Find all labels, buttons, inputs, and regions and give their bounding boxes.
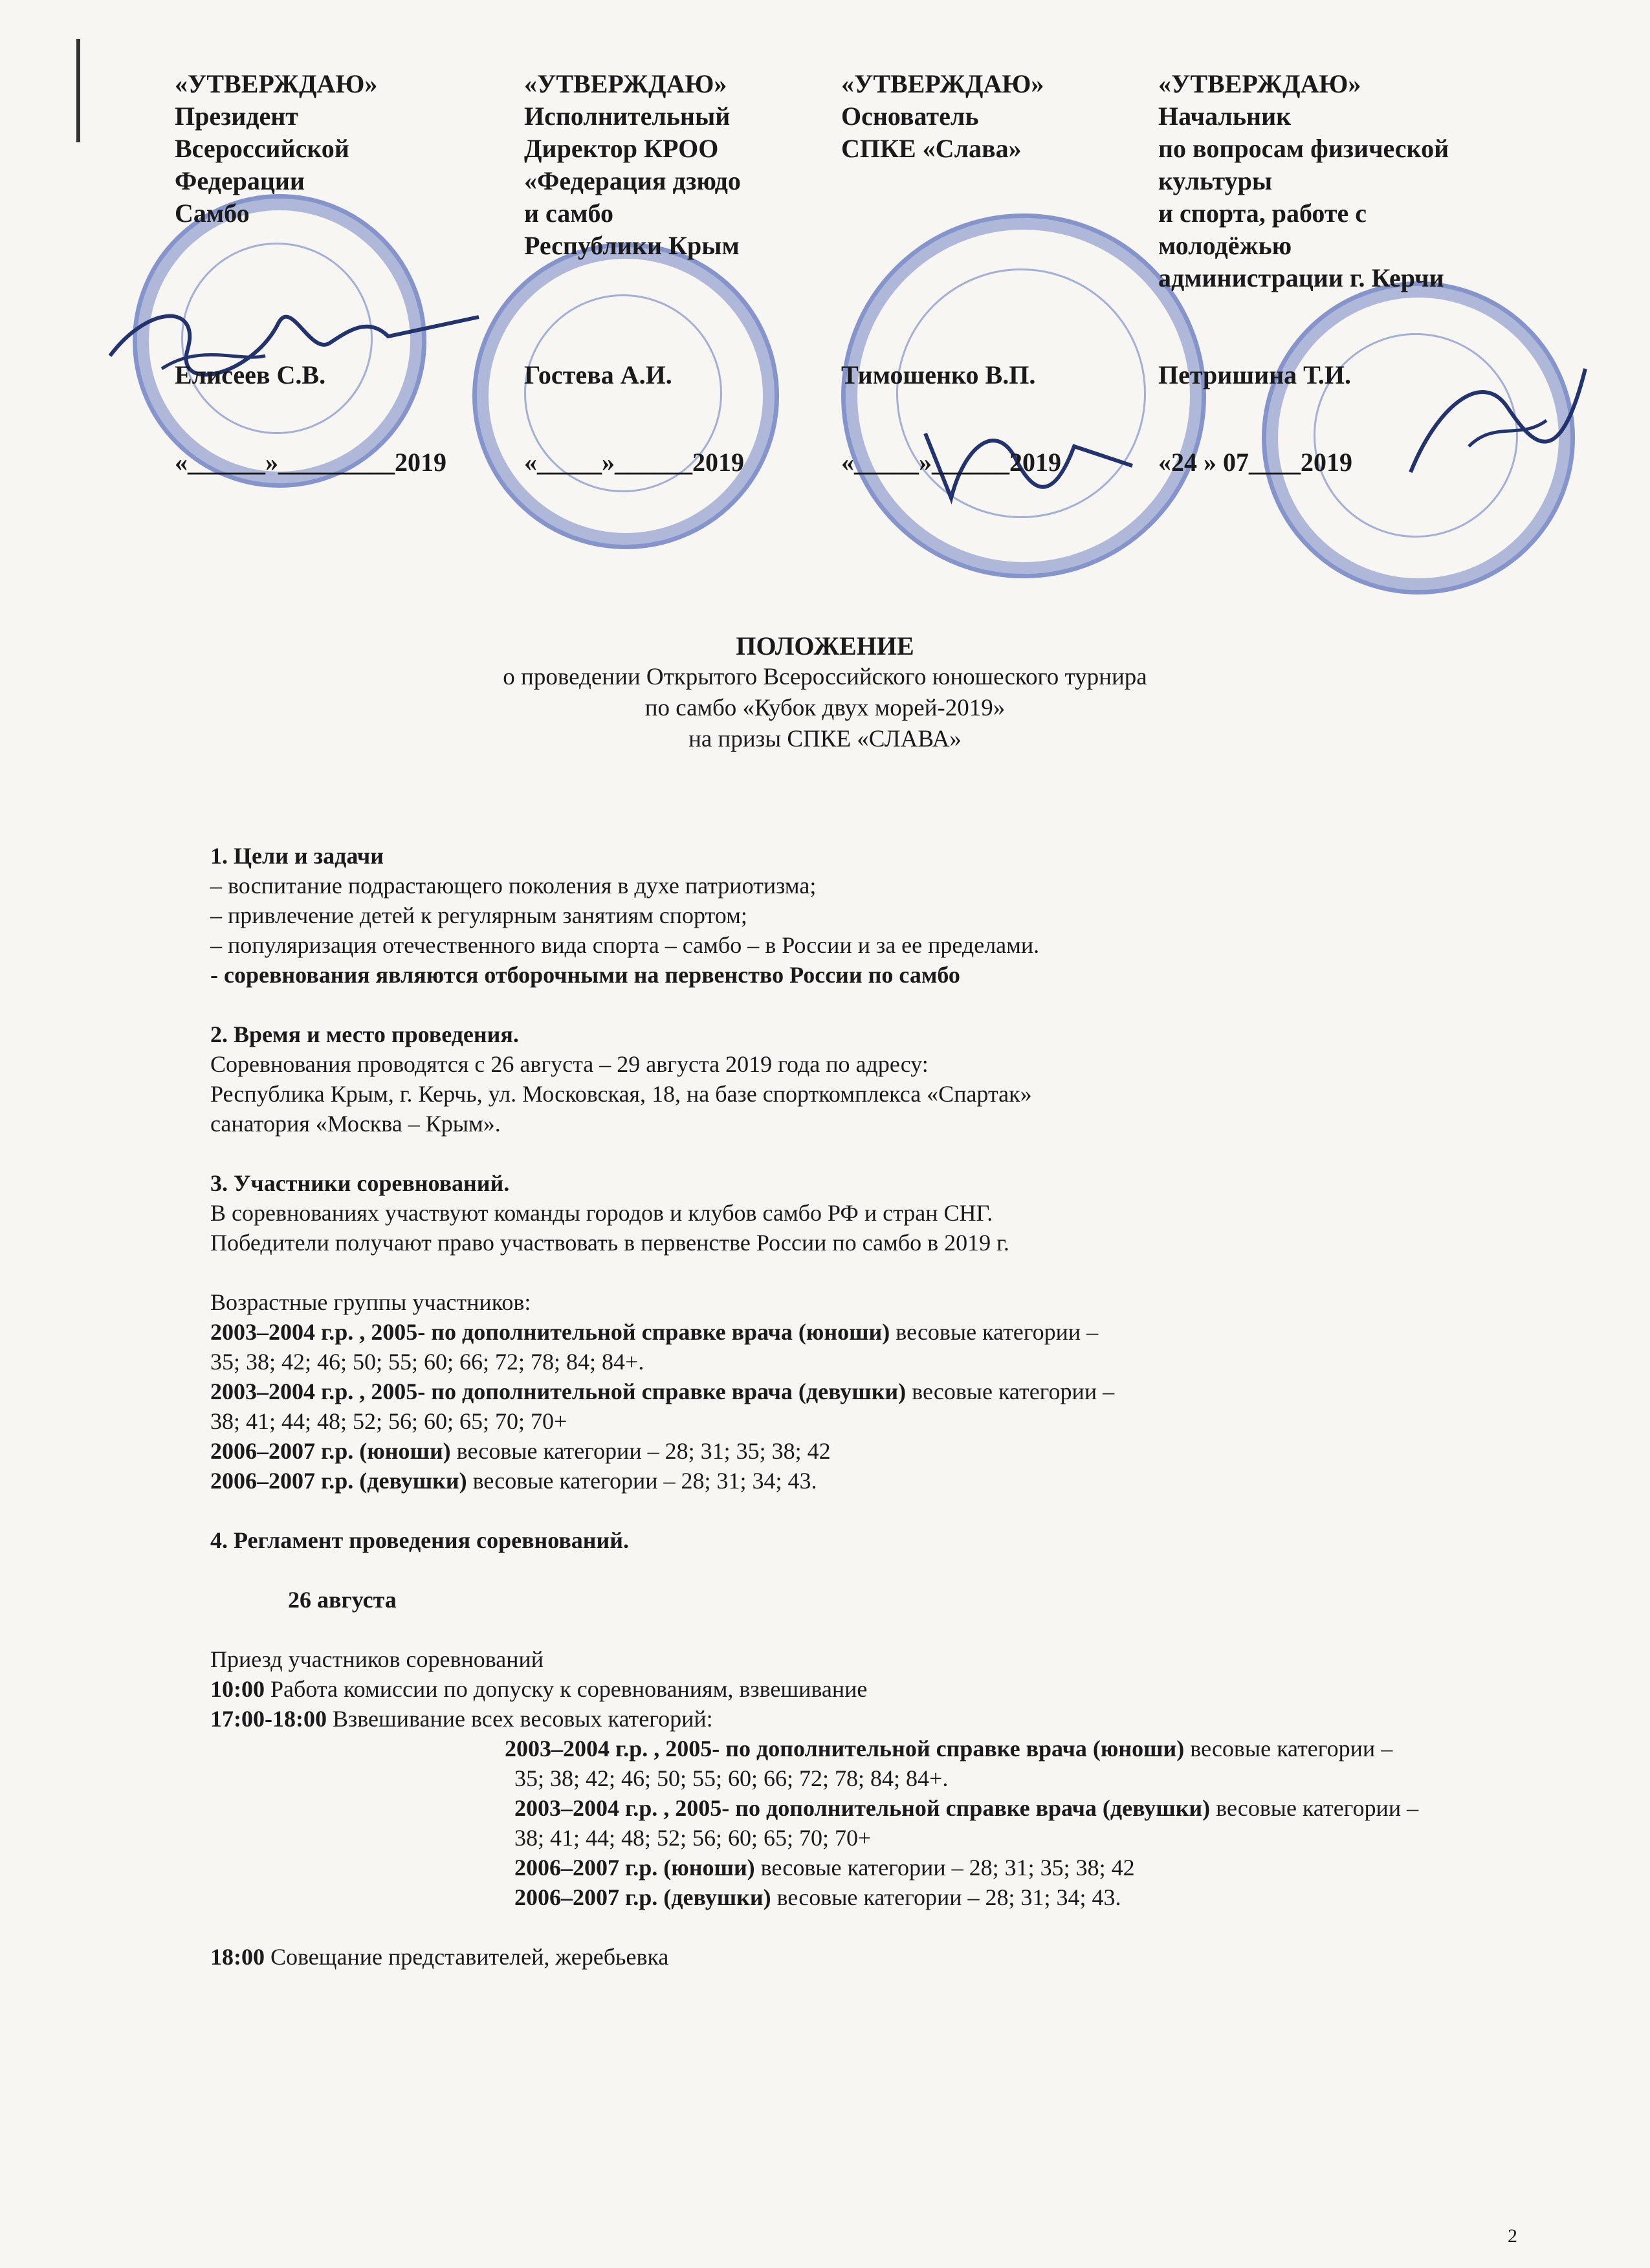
age-group-weights: весовые категории –: [890, 1319, 1099, 1345]
schedule-entry: [210, 1674, 1569, 1704]
document-title: ПОЛОЖЕНИЕ: [736, 631, 914, 660]
age-group-years: 2006–2007 г.р. (юноши): [514, 1855, 755, 1881]
approval-position-line: и самбо: [524, 199, 614, 228]
age-group-years: 2003–2004 г.р. , 2005- по дополнительной справке врача (юноши): [210, 1319, 890, 1345]
section-3-heading: 3. Участники соревнований.: [210, 1170, 510, 1196]
schedule-group: [210, 1793, 1569, 1823]
schedule-entry: [210, 1704, 1569, 1734]
approval-position-line: СПКЕ «Слава»: [841, 134, 1022, 163]
schedule-entry: [210, 1942, 1569, 1972]
approval-date: «_____»______2019: [524, 448, 744, 477]
schedule-group: [210, 1853, 1569, 1882]
approval-date: «______»_________2019: [175, 448, 446, 477]
age-group-weights: весовые категории – 28; 31; 35; 38; 42: [450, 1438, 831, 1464]
approval-position-line: культуры: [1158, 166, 1273, 195]
approval-position-line: «Федерация дзюдо: [524, 166, 741, 195]
approval-position-line: Начальник: [1158, 102, 1292, 131]
age-group-weights: весовые категории –: [1184, 1736, 1393, 1761]
approval-position-line: и спорта, работе с: [1158, 199, 1367, 228]
age-groups-label: Возрастные группы участников:: [210, 1289, 531, 1315]
section-3-line: В соревнованиях участвуют команды городов и клубов самбо РФ и стран СНГ.: [210, 1200, 993, 1226]
approval-position-line: по вопросам физической: [1158, 134, 1449, 163]
document-subtitle-line: по самбо «Кубок двух морей-2019»: [644, 695, 1006, 721]
approval-sport-department-head: [1158, 68, 1449, 477]
age-group: [210, 1436, 1569, 1466]
approval-executive-director: [524, 68, 744, 477]
section-2-heading: 2. Время и место проведения.: [210, 1021, 519, 1047]
document-subtitle-line: на призы СПКЕ «СЛАВА»: [688, 726, 962, 752]
section-4-heading: 4. Регламент проведения соревнований.: [210, 1527, 630, 1553]
schedule-time: 18:00: [210, 1944, 265, 1970]
section-1-item: – воспитание подрастающего поколения в духе патриотизма;: [210, 873, 817, 899]
page-number: 2: [1508, 2225, 1517, 2247]
approval-position-line: Основатель: [841, 102, 979, 131]
age-group-years: 2003–2004 г.р. , 2005- по дополнительной справке врача (девушки): [514, 1795, 1211, 1821]
approval-position-line: Президент: [175, 102, 298, 131]
approval-position-line: Исполнительный: [524, 102, 731, 131]
age-group-years: 2003–2004 г.р. , 2005- по дополнительной справке врача (девушки): [210, 1379, 907, 1404]
age-group: [210, 1317, 1569, 1347]
schedule-group-categories: 38; 41; 44; 48; 52; 56; 60; 65; 70; 70+: [514, 1825, 872, 1851]
age-group: [210, 1377, 1569, 1406]
section-1-heading: 1. Цели и задачи: [210, 843, 384, 869]
schedule-text: Взвешивание всех весовых категорий:: [326, 1706, 713, 1732]
age-group-years: 2006–2007 г.р. (девушки): [514, 1884, 771, 1910]
age-group-categories: 35; 38; 42; 46; 50; 55; 60; 66; 72; 78; 84; 84+.: [210, 1349, 644, 1375]
approval-block: [175, 68, 1566, 482]
section-1-item: – популяризация отечественного вида спорта – самбо – в России и за ее пределами.: [210, 932, 1040, 958]
approval-signatory-name: Гостева А.И.: [524, 360, 672, 389]
age-group-weights: весовые категории –: [1210, 1795, 1419, 1821]
approval-position-line: Самбо: [175, 199, 250, 228]
approval-signatory-name: Петришина Т.И.: [1158, 360, 1351, 389]
age-group-weights: весовые категории – 28; 31; 35; 38; 42: [754, 1855, 1135, 1881]
approval-heading: «УТВЕРЖДАЮ»: [841, 69, 1044, 98]
section-3-line: Победители получают право участвовать в первенстве России по самбо в 2019 г.: [210, 1230, 1009, 1256]
document-body: [210, 841, 1569, 1972]
approval-position-line: администрации г. Керчи: [1158, 263, 1444, 292]
age-group-years: 2003–2004 г.р. , 2005- по дополнительной справке врача (юноши): [505, 1736, 1185, 1761]
approval-date: «_____»______2019: [841, 448, 1061, 477]
schedule-arrival: Приезд участников соревнований: [210, 1646, 544, 1672]
approval-heading: «УТВЕРЖДАЮ»: [1158, 69, 1361, 98]
section-2-line: Соревнования проводятся с 26 августа – 29 августа 2019 года по адресу:: [210, 1051, 929, 1077]
age-group-years: 2006–2007 г.р. (юноши): [210, 1438, 451, 1464]
approval-date: «24 » 07____2019: [1158, 448, 1352, 477]
approval-founder: [841, 68, 1061, 477]
approval-position-line: Республики Крым: [524, 231, 740, 260]
age-group-weights: весовые категории – 28; 31; 34; 43.: [771, 1884, 1121, 1910]
schedule-text: Работа комиссии по допуску к соревнованиям, взвешивание: [265, 1676, 868, 1702]
schedule-time: 17:00-18:00: [210, 1706, 327, 1732]
schedule-time: 10:00: [210, 1676, 265, 1702]
approval-position-line: Федерации: [175, 166, 305, 195]
section-1-bold-item: - соревнования являются отборочными на первенство России по самбо: [210, 962, 960, 988]
schedule-group: [210, 1882, 1569, 1912]
approval-position-line: Всероссийской: [175, 134, 349, 163]
schedule-group: [210, 1734, 1569, 1763]
document-subtitle-line: о проведении Открытого Всероссийского юношеского турнира: [503, 664, 1147, 690]
age-group-weights: весовые категории – 28; 31; 34; 43.: [467, 1468, 817, 1494]
section-2-line: Республика Крым, г. Керчь, ул. Московская, 18, на базе спорткомплекса «Спартак»: [210, 1081, 1032, 1107]
age-group-weights: весовые категории –: [906, 1379, 1115, 1404]
approval-president: [175, 68, 446, 477]
approval-signatory-name: Тимошенко В.П.: [841, 360, 1036, 389]
schedule-group-categories: 35; 38; 42; 46; 50; 55; 60; 66; 72; 78; 84; 84+.: [514, 1765, 949, 1791]
age-group-categories: 38; 41; 44; 48; 52; 56; 60; 65; 70; 70+: [210, 1408, 567, 1434]
schedule-text: Совещание представителей, жеребьевка: [265, 1944, 669, 1970]
approval-heading: «УТВЕРЖДАЮ»: [524, 69, 727, 98]
scan-edge-mark: [76, 39, 80, 142]
schedule-day: 26 августа: [288, 1587, 397, 1613]
approval-position-line: Директор КРОО: [524, 134, 719, 163]
approval-position-line: молодёжью: [1158, 231, 1292, 260]
age-group-years: 2006–2007 г.р. (девушки): [210, 1468, 467, 1494]
approval-signatory-name: Елисеев С.В.: [175, 360, 326, 389]
section-2-line: санатория «Москва – Крым».: [210, 1111, 501, 1137]
age-group: [210, 1466, 1569, 1496]
approval-heading: «УТВЕРЖДАЮ»: [175, 69, 378, 98]
document-title-block: [0, 631, 1650, 755]
section-1-item: – привлечение детей к регулярным занятиям спортом;: [210, 902, 747, 928]
